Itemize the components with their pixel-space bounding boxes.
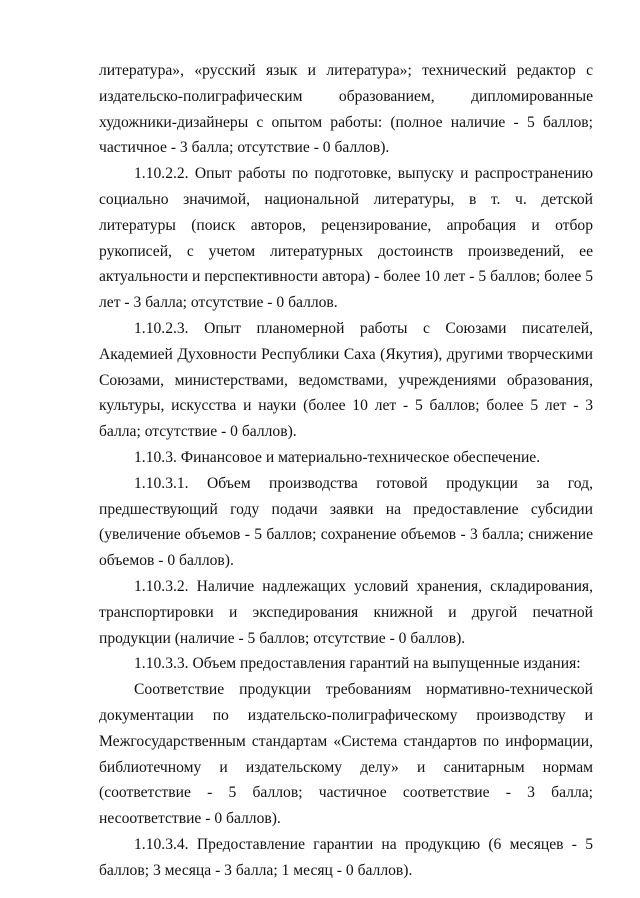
paragraph-1-10-3: 1.10.3. Финансовое и материально-техническое обеспечение. bbox=[134, 448, 541, 466]
paragraph-1-10-2-3: 1.10.2.3. Опыт планомерной работы с Союзами писателей, Академией Духовности Республики Саха (Якутия), другими творческими Союзами, министерствами, ведомствами, учреждениями образования, культуры, искусства и науки (более 10 лет - 5 баллов; более 5 лет - 3 балла; отсутствие - 0 баллов). bbox=[99, 319, 593, 441]
paragraph-1-10-3-4: 1.10.3.4. Предоставление гарантии на продукцию (6 месяцев - 5 баллов; 3 месяца - 3 балла; 1 месяц - 0 баллов). bbox=[99, 835, 593, 879]
paragraph-1-10-2-2: 1.10.2.2. Опыт работы по подготовке, выпуску и распространению социально значимой, национальной литературы, в т. ч. детской литературы (поиск авторов, рецензирование, апробация и отбор рукописей, с учетом литературных достоинств произведений, ее актуальности и перспективности автора) - более 10 лет - 5 баллов; более 5 лет - 3 балла; отсутствие - 0 баллов. bbox=[99, 165, 593, 312]
paragraph-continuation-staff-qualification: литература», «русский язык и литература»; технический редактор с издательско-полиграфическим образованием, дипломированные художники-дизайнеры с опытом работы: (полное наличие - 5 баллов; частичное - 3 балла; отсутствие - 0 баллов). bbox=[99, 62, 593, 157]
paragraph-1-10-3-1: 1.10.3.1. Объем производства готовой продукции за год, предшествующий году подачи заявки на предоставление субсидии (увеличение объемов - 5 баллов; сохранение объемов - 3 балла; снижение объемов - 0 баллов). bbox=[99, 474, 593, 570]
paragraph-standards-compliance: Соответствие продукции требованиям нормативно-технической документации по издательско-полиграфическому производству и Межгосударственным стандартам «Система стандартов по информации, библиотечному и издательскому делу» и санитарным нормам (соответствие - 5 баллов; частичное соответствие - 3 балла; несоответствие - 0 баллов). bbox=[99, 681, 593, 828]
paragraph-1-10-3-2: 1.10.3.2. Наличие надлежащих условий хранения, складирования, транспортировки и экспедирования книжной и другой печатной продукции (наличие - 5 баллов; отсутствие - 0 баллов). bbox=[99, 577, 593, 647]
document-body bbox=[99, 58, 593, 884]
paragraph-1-10-3-3: 1.10.3.3. Объем предоставления гарантий на выпущенные издания: bbox=[134, 655, 581, 673]
